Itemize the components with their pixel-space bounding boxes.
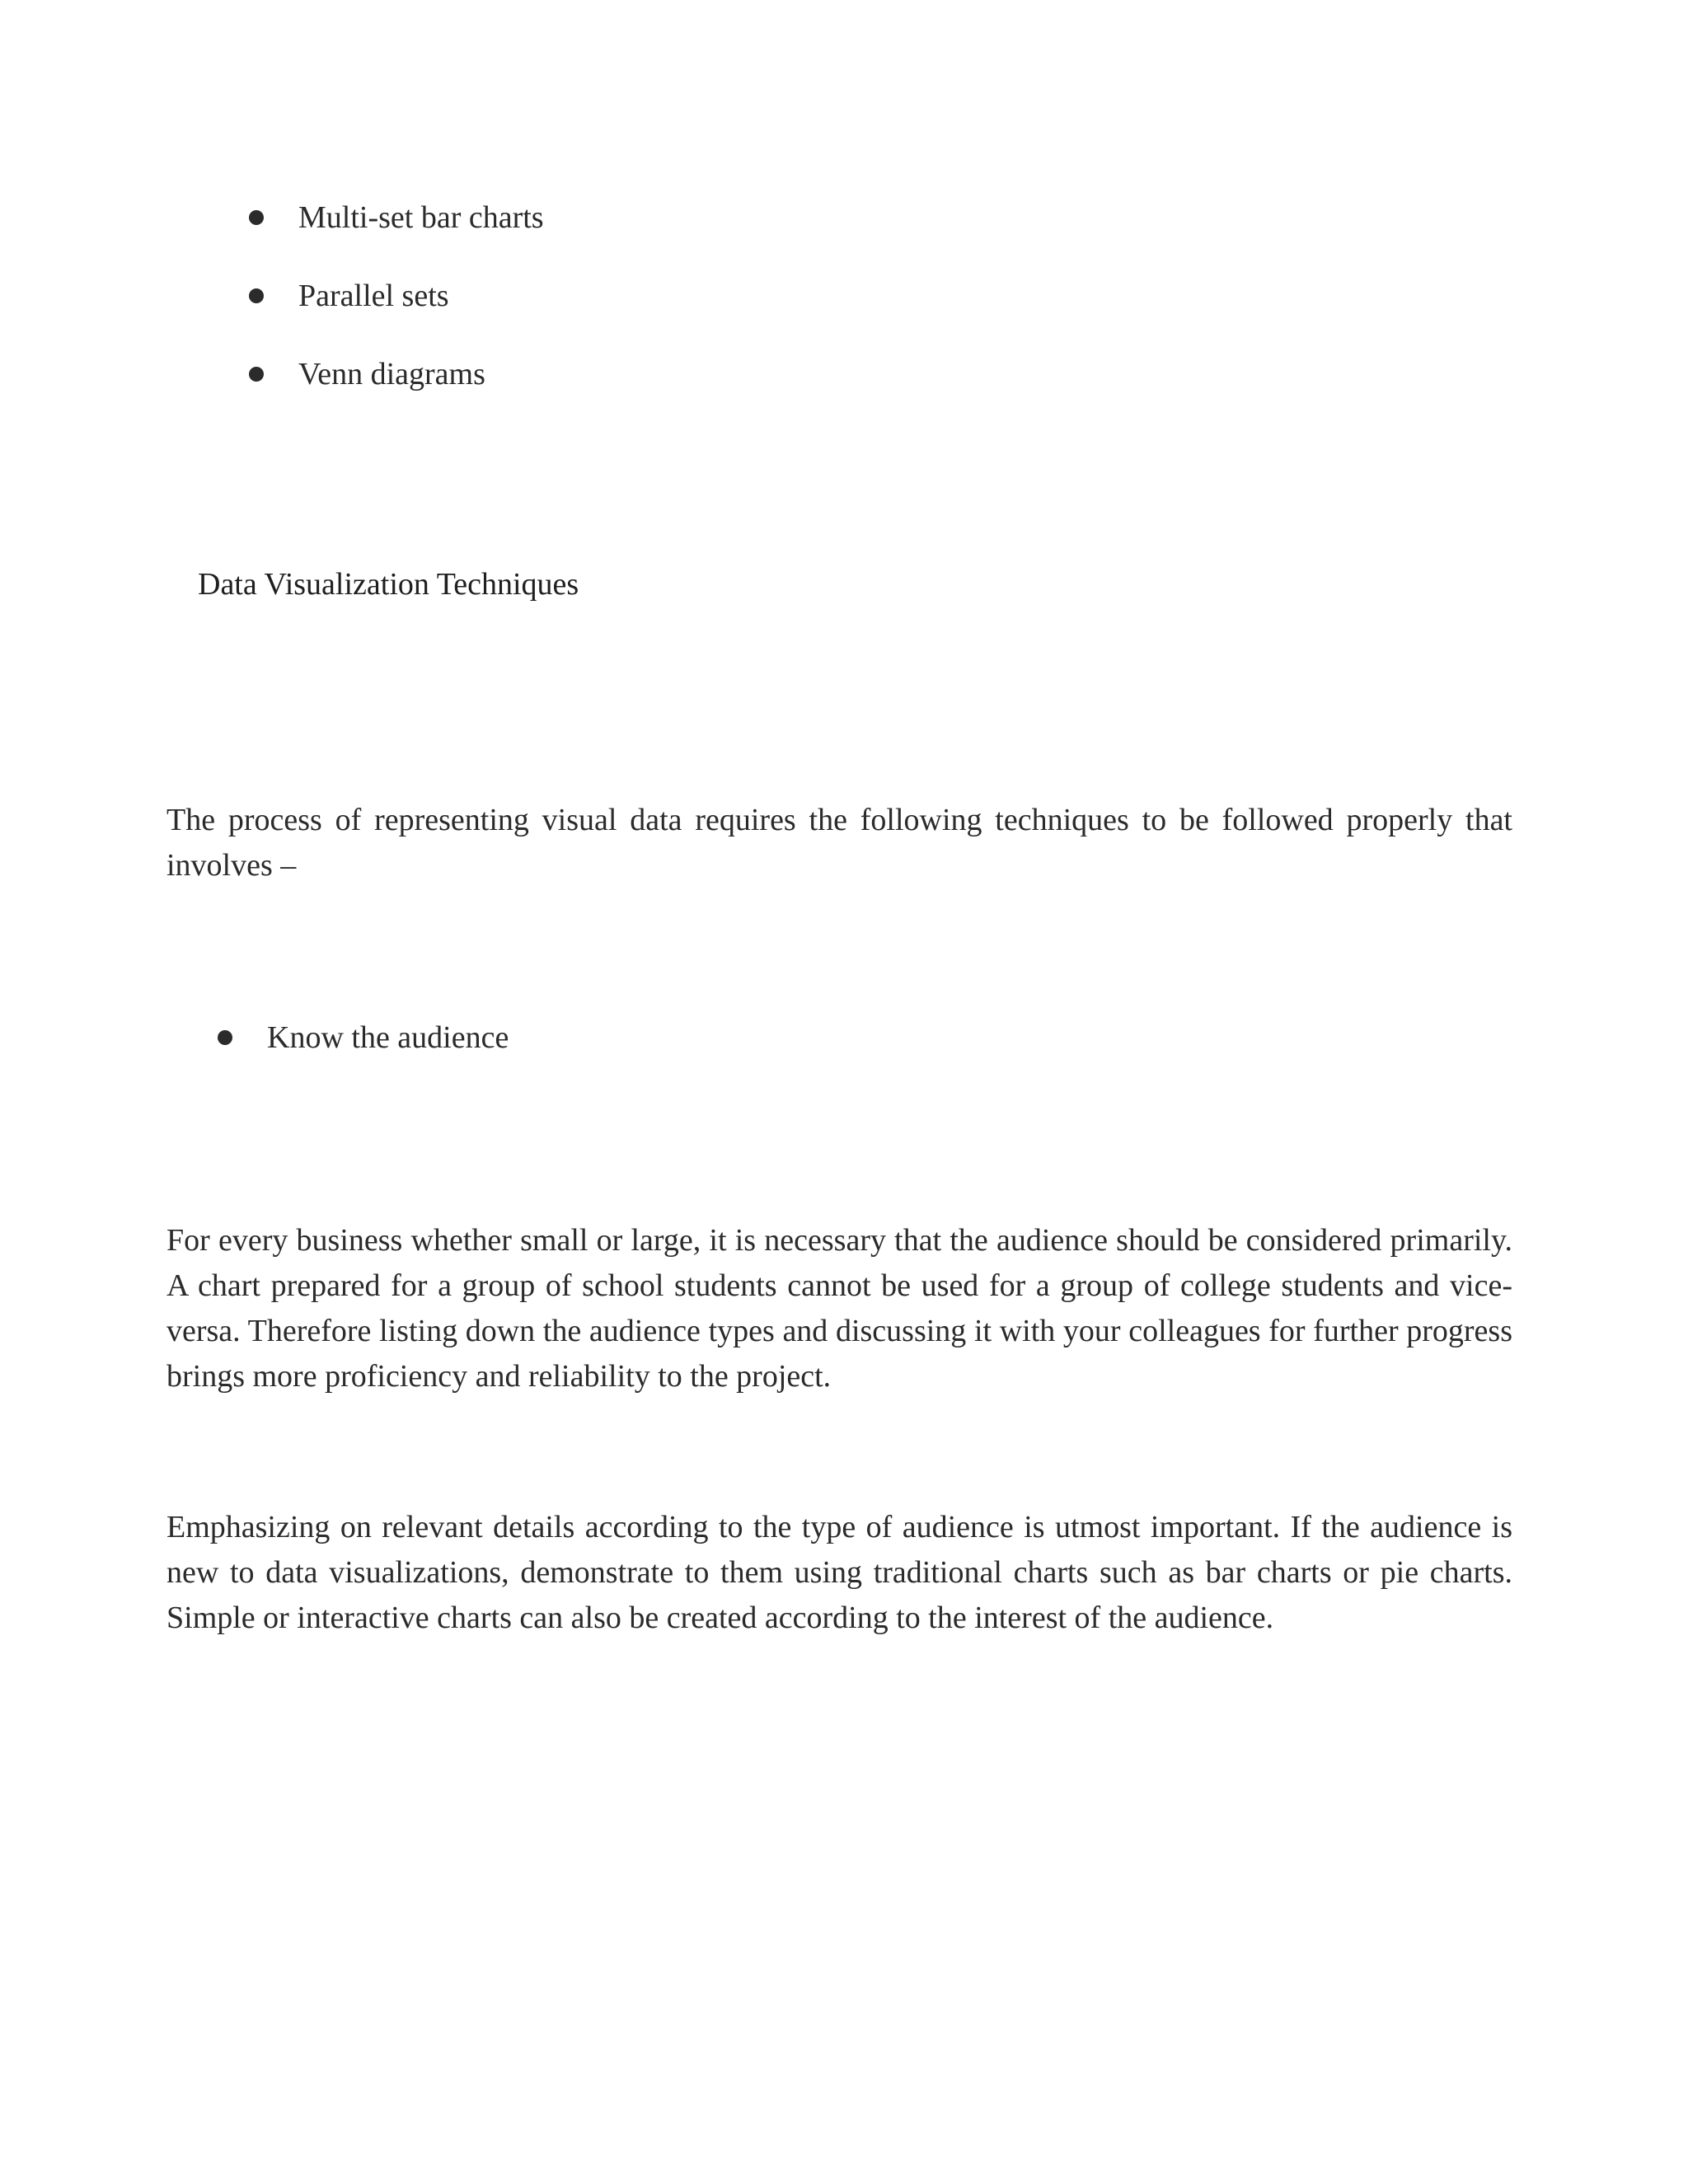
list-item-text: Multi-set bar charts — [298, 200, 544, 235]
bullet-icon — [218, 1030, 232, 1045]
list-item-text: Parallel sets — [298, 279, 449, 313]
list-item — [249, 198, 544, 237]
body-paragraph: Emphasizing on relevant details according to the type of audience is utmost important. If the audience is new to data visualizations, demonstrate to them using traditional charts such as bar charts or pie charts. Simple or interactive charts can also be created according to the interest of the audience. — [166, 1510, 1512, 1635]
intro-paragraph: The process of representing visual data requires the following techniques to be followed properly that involves – — [166, 803, 1512, 883]
list-item — [249, 276, 544, 316]
bullet-icon — [249, 288, 264, 303]
section-heading: Data Visualization Techniques — [198, 567, 579, 602]
bullet-icon — [249, 210, 264, 225]
list-item — [218, 1018, 509, 1057]
techniques-list — [218, 1018, 509, 1057]
list-item — [249, 354, 544, 394]
chart-types-list — [249, 198, 544, 433]
bullet-icon — [249, 367, 264, 382]
list-item-text: Know the audience — [267, 1020, 509, 1055]
list-item-text: Venn diagrams — [298, 357, 485, 391]
body-paragraph: For every business whether small or large, it is necessary that the audience should be considered primarily. A chart prepared for a group of school students cannot be used for a group of college students and vice-versa. Therefore listing down the audience types and discussing it with your colleagues for further progress brings more proficiency and reliability to the project. — [166, 1223, 1512, 1394]
